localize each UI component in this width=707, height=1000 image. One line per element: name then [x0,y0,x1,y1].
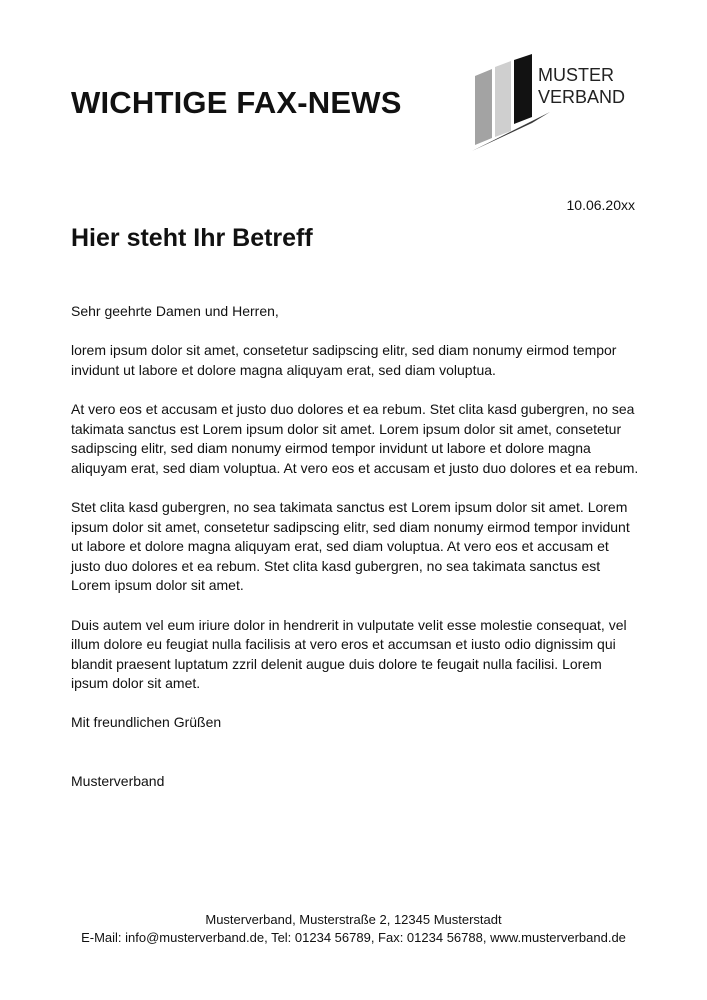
salutation: Sehr geehrte Damen und Herren, [71,303,279,319]
signature: Musterverband [71,773,165,790]
logo-wordmark [538,64,625,108]
paragraph: Stet clita kasd gubergren, no sea takimata sanctus est Lorem ipsum dolor sit amet. Lorem ipsum dolor sit amet, consetetur sadipscing elitr, sed diam nonumy eirmod tempor invidunt ut labore et dolore magna aliquyam erat, sed diam voluptua. At vero eos et accusam et justo duo dolores et ea rebum. Stet clita kasd gubergren, no sea takimata sanctus est Lorem ipsum dolor sit amet. [71,498,630,594]
footer-address: Musterverband, Musterstraße 2, 12345 Musterstadt [205,912,502,927]
closing: Mit freundlichen Grüßen [71,714,222,731]
letter-body [71,302,641,792]
paragraph: Duis autem vel eum iriure dolor in hendrerit in vulputate velit esse molestie consequat, vel illum dolore eu feugiat nulla facilisis at vero eros et accumsan et iusto odio dignissim qui blandit praesent luptatum zzril delenit augue duis dolore te feugait nulla facilisi. Lorem ipsum dolor sit amet. [71,616,627,692]
footer-contact: E-Mail: info@musterverband.de, Tel: 01234 56789, Fax: 01234 56788, www.musterverband.de [81,930,626,945]
logo-line-1: MUSTER [538,65,614,85]
logo-line-2: VERBAND [538,87,626,107]
logo [470,52,660,154]
paragraph: lorem ipsum dolor sit amet, consetetur sadipscing elitr, sed diam nonumy eirmod tempor invidunt ut labore et dolore magna aliquyam erat, sed diam voluptua. [71,342,617,378]
subject-heading: Hier steht Ihr Betreff [71,224,313,252]
page-title: WICHTIGE FAX-NEWS [71,85,402,120]
letter-date: 10.06.20xx [566,197,635,213]
footer [0,911,707,947]
paragraph: At vero eos et accusam et justo duo dolores et ea rebum. Stet clita kasd gubergren, no sea takimata sanctus est Lorem ipsum dolor sit amet. Lorem ipsum dolor sit amet, consetetur sadipscing elitr, sed diam nonumy eirmod tempor invidunt ut labore et dolore magna aliquyam erat, sed diam voluptua. At vero eos et accusam et justo duo dolores et ea rebum. [71,400,639,476]
